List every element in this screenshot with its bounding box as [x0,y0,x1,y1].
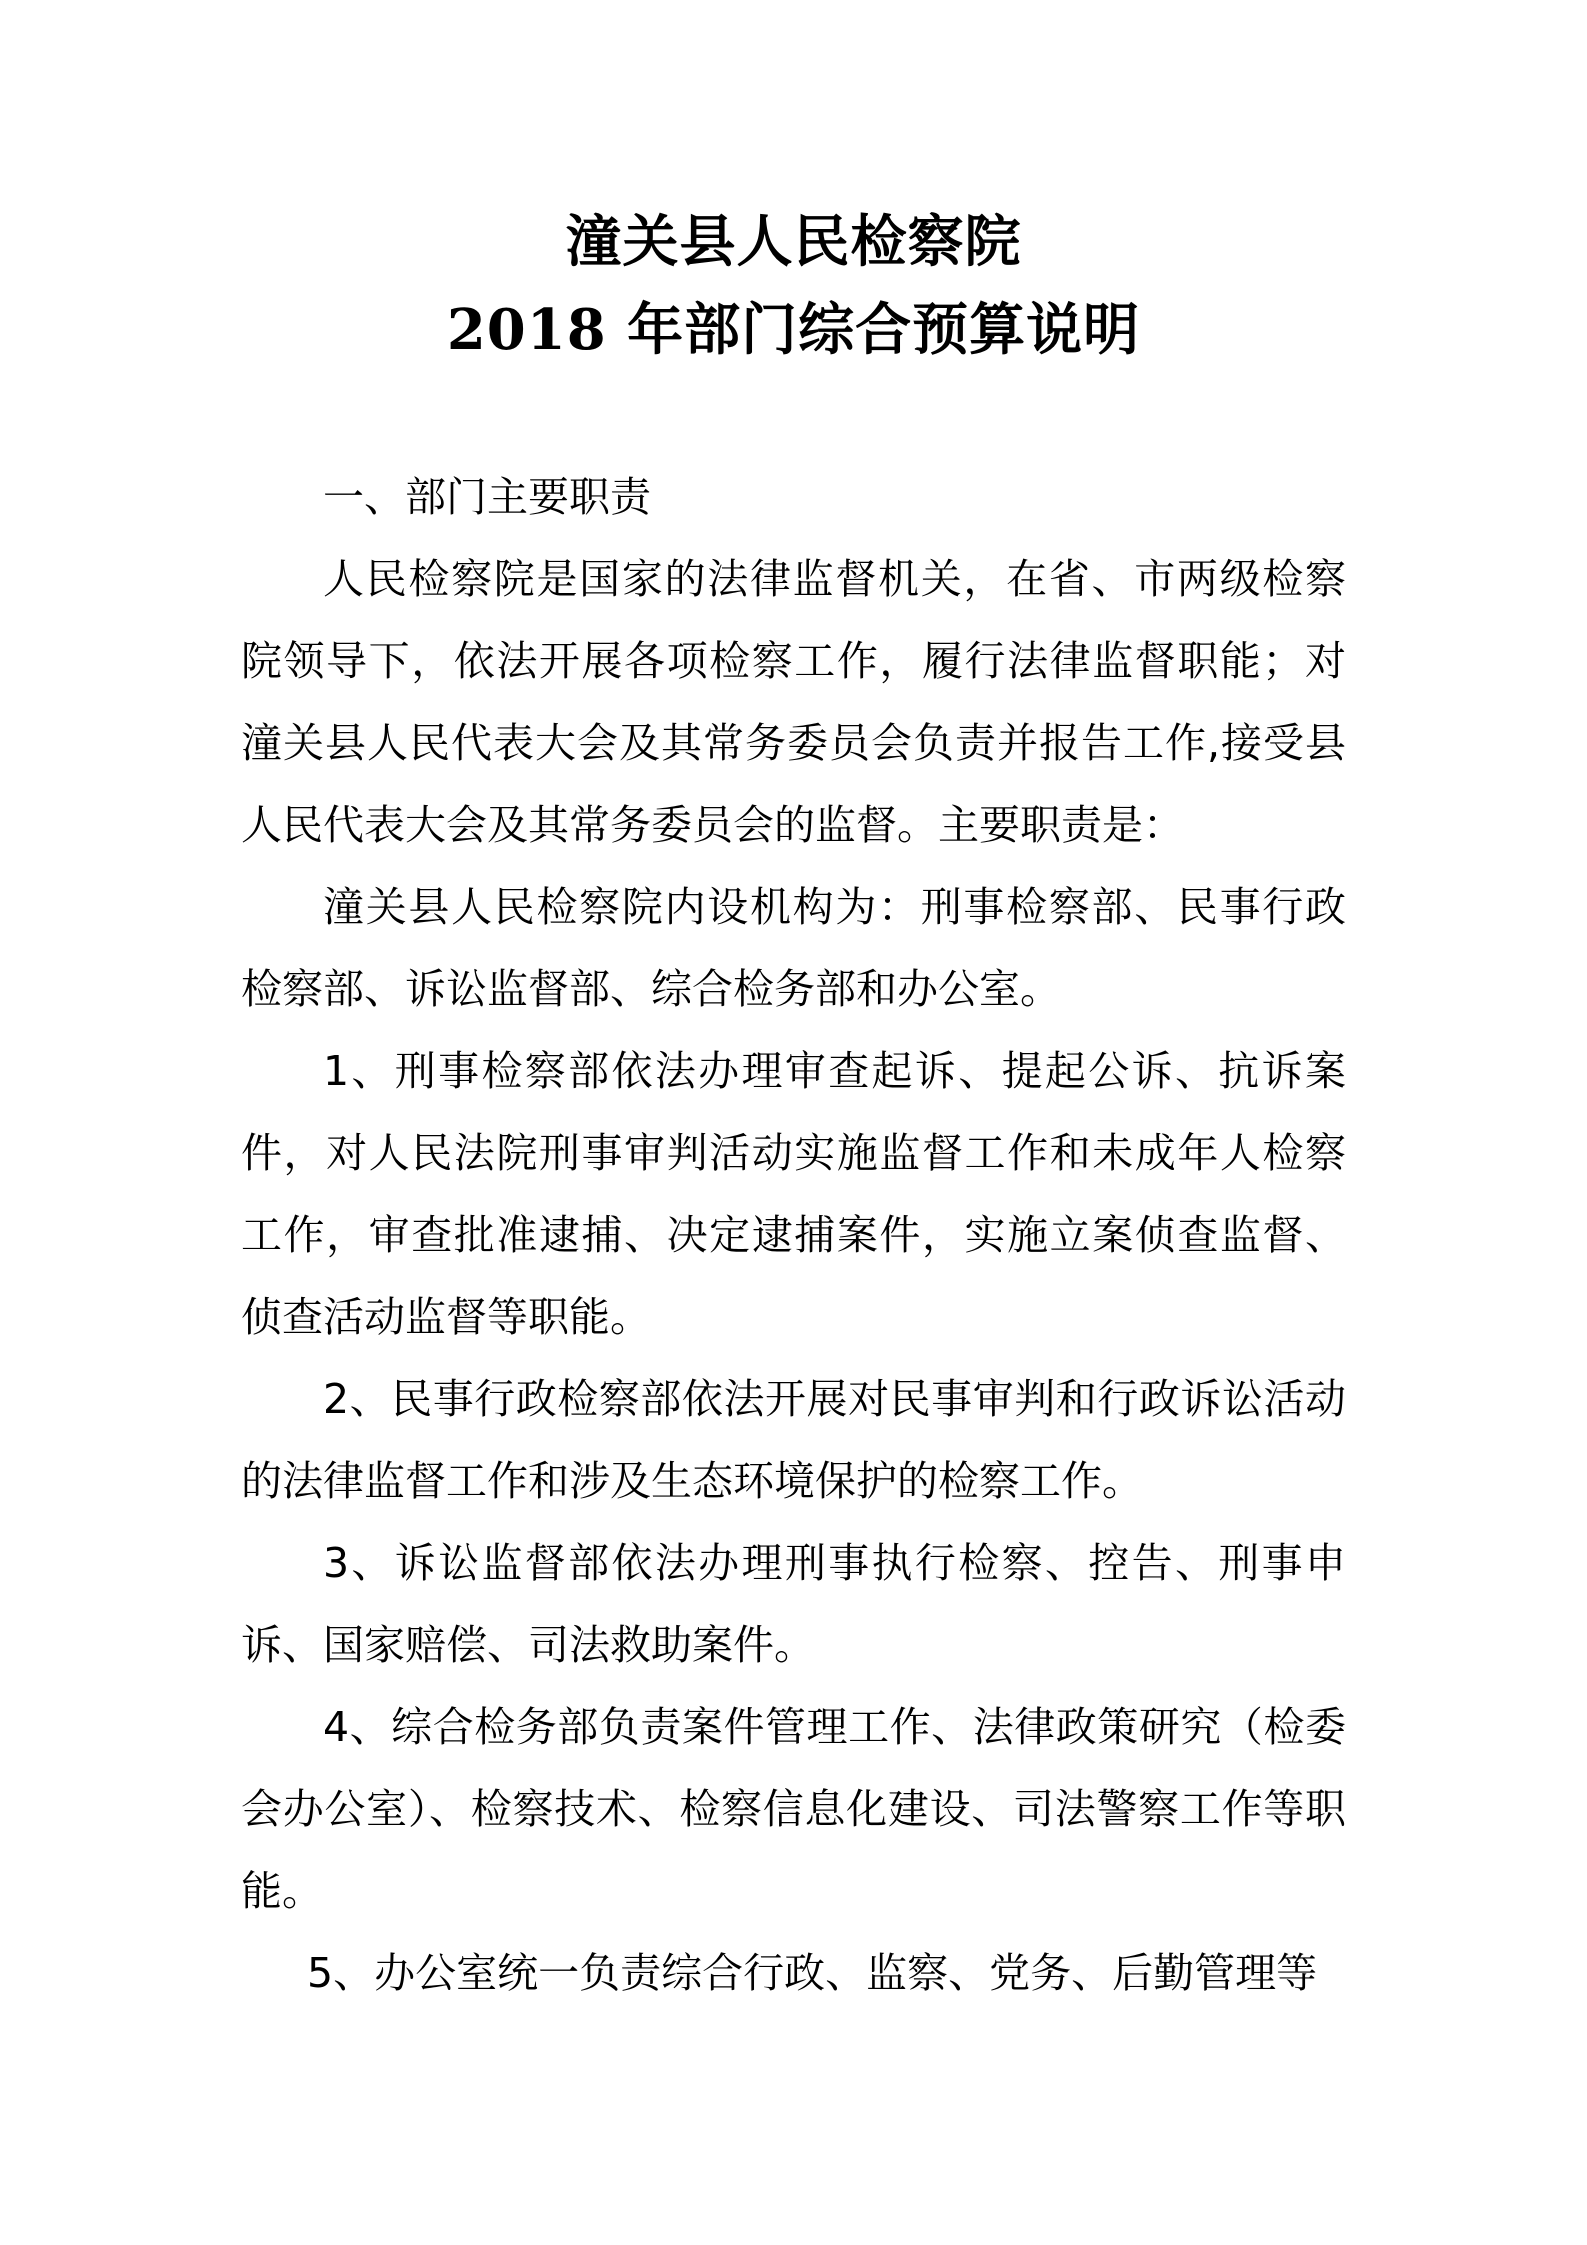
title-line-2: 2018 年部门综合预算说明 [446,297,1141,363]
paragraph-overview: 人民检察院是国家的法律监督机关，在省、市两级检察院领导下，依法开展各项检察工作，履行法律监督职能；对潼关县人民代表大会及其常务委员会负责并报告工作,接受县人民代表大会及其常务委员会的监督。主要职责是： [241,555,1346,849]
paragraph-departments: 潼关县人民检察院内设机构为：刑事检察部、民事行政检察部、诉讼监督部、综合检务部和办公室。 [241,883,1346,1013]
document-body [241,456,1346,2014]
paragraph-item-4: 4、综合检务部负责案件管理工作、法律政策研究（检委会办公室）、检察技术、检察信息化建设、司法警察工作等职能。 [241,1703,1346,1915]
paragraph-item-2: 2、民事行政检察部依法开展对民事审判和行政诉讼活动的法律监督工作和涉及生态环境保护的检察工作。 [241,1375,1346,1505]
section-heading: 一、部门主要职责 [323,473,651,521]
title-line-1: 潼关县人民检察院 [565,209,1022,275]
paragraph-item-3: 3、诉讼监督部依法办理刑事执行检察、控告、刑事申诉、国家赔偿、司法救助案件。 [241,1539,1346,1669]
paragraph-item-1: 1、刑事检察部依法办理审查起诉、提起公诉、抗诉案件，对人民法院刑事审判活动实施监督工作和未成年人检察工作，审查批准逮捕、决定逮捕案件，实施立案侦查监督、侦查活动监督等职能。 [241,1047,1346,1341]
document-title [0,198,1587,374]
paragraph-item-5: 5、办公室统一负责综合行政、监察、党务、后勤管理等 [307,1949,1318,1997]
